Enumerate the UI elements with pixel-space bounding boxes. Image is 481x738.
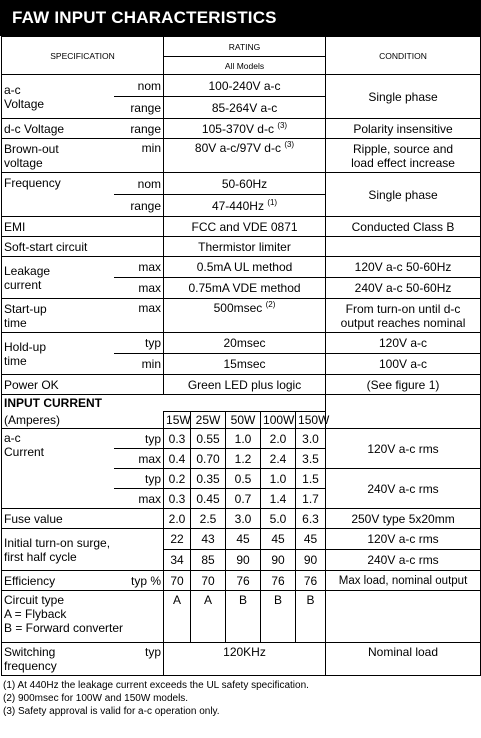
leakage-label: Leakage current [2,257,114,299]
model-150w: 150W [296,412,326,429]
efficiency-value: 76 [261,571,296,591]
circuit-type-value: B [296,591,326,643]
brownout-label: Brown-out voltage [2,139,114,173]
switching-value: 120KHz [164,643,326,676]
softstart-condition [326,237,481,257]
switching-condition: Nominal load [326,643,481,676]
frequency-nom-value: 50-60Hz [164,173,326,195]
emi-value: FCC and VDE 0871 [164,217,326,237]
surge-value-120v: 22 [164,529,191,550]
fuse-value: 5.0 [261,509,296,529]
ac-current-value: 1.4 [261,489,296,509]
footnotes [0,676,481,718]
ac-current-value: 0.4 [164,449,191,469]
powerok-condition: (See figure 1) [326,375,481,395]
ac-current-label: a-c Current [2,429,114,509]
holdup-condition-2: 100V a-c [326,354,481,375]
ac-current-value: 0.35 [191,469,226,489]
surge-value-120v: 45 [261,529,296,550]
ac-current-value: 1.2 [226,449,261,469]
ac-voltage-nom-qualifier: nom [114,75,164,97]
model-50w: 50W [226,412,261,429]
ac-current-value: 0.7 [226,489,261,509]
ac-voltage-condition: Single phase [326,75,481,119]
fuse-label: Fuse value [2,509,164,529]
footnote-1: (1) At 440Hz the leakage current exceeds the UL safety specification. [3,680,309,691]
ac-current-value: 1.5 [296,469,326,489]
emi-label: EMI [2,217,164,237]
ac-voltage-range-value: 85-264V a-c [164,97,326,119]
fuse-value: 3.0 [226,509,261,529]
ac-current-value: 0.2 [164,469,191,489]
holdup-value-2: 15msec [164,354,326,375]
ac-voltage-nom-value: 100-240V a-c [164,75,326,97]
footnote-3: (3) Safety approval is valid for a-c operation only. [3,706,220,717]
ac-current-qualifier: max [114,449,164,469]
frequency-range-value: 47-440Hz $^{(1)}$ [164,195,326,217]
ac-current-value: 0.3 [164,489,191,509]
powerok-value: Green LED plus logic [164,375,326,395]
surge-value-240v: 85 [191,550,226,571]
brownout-qualifier: min [114,139,164,173]
input-current-heading-condition [326,395,481,412]
holdup-condition-1: 120V a-c [326,333,481,354]
surge-value-240v: 34 [164,550,191,571]
frequency-nom-qualifier: nom [114,173,164,195]
ac-current-qualifier: typ [114,469,164,489]
input-current-subheading-condition [326,412,481,429]
ac-current-value: 3.5 [296,449,326,469]
ac-current-value: 0.70 [191,449,226,469]
ac-current-condition-240v: 240V a-c rms [326,469,481,509]
surge-value-240v: 90 [261,550,296,571]
input-characteristics-table [1,36,481,676]
page-title: FAW INPUT CHARACTERISTICS [0,0,481,36]
softstart-label: Soft-start circuit [2,237,164,257]
efficiency-condition: Max load, nominal output [326,571,481,591]
leakage-condition-1: 120V a-c 50-60Hz [326,257,481,278]
startup-qualifier: max [114,299,164,333]
leakage-qualifier-2: max [114,278,164,299]
circuit-type-value: A [164,591,191,643]
efficiency-value: 76 [296,571,326,591]
surge-value-240v: 90 [296,550,326,571]
efficiency-value: 70 [164,571,191,591]
ac-current-value: 2.0 [261,429,296,449]
ac-current-value: 1.0 [261,469,296,489]
efficiency-value: 70 [191,571,226,591]
switching-qualifier: typ [114,643,164,676]
leakage-condition-2: 240V a-c 50-60Hz [326,278,481,299]
brownout-value: 80V a-c/97V d-c $^{(3)}$ [164,139,326,173]
input-current-heading: INPUT CURRENT [2,395,164,412]
circuit-type-value: A [191,591,226,643]
dc-voltage-condition: Polarity insensitive [326,119,481,139]
fuse-value: 2.0 [164,509,191,529]
ac-current-value: 3.0 [296,429,326,449]
model-15w: 15W [164,412,191,429]
emi-condition: Conducted Class B [326,217,481,237]
leakage-value-2: 0.75mA VDE method [164,278,326,299]
frequency-range-qualifier: range [114,195,164,217]
surge-value-120v: 45 [226,529,261,550]
surge-condition-240v: 240V a-c rms [326,550,481,571]
fuse-condition: 250V type 5x20mm [326,509,481,529]
fuse-value: 2.5 [191,509,226,529]
holdup-label: Hold-up time [2,333,114,375]
holdup-qualifier-2: min [114,354,164,375]
input-current-heading-spacer [164,395,326,412]
surge-condition-120v: 120V a-c rms [326,529,481,550]
surge-value-120v: 43 [191,529,226,550]
circuit-type-label: Circuit type A = Flyback B = Forward converter [2,591,164,643]
ac-current-value: 1.7 [296,489,326,509]
startup-value: 500msec $^{(2)}$ [164,299,326,333]
dc-voltage-qualifier: range [114,119,164,139]
frequency-condition: Single phase [326,173,481,217]
ac-current-condition-120v: 120V a-c rms [326,429,481,469]
ac-current-qualifier: max [114,489,164,509]
dc-voltage-value: 105-370V d-c $^{(3)}$ [164,119,326,139]
holdup-qualifier-1: typ [114,333,164,354]
ac-current-value: 0.45 [191,489,226,509]
holdup-value-1: 20msec [164,333,326,354]
surge-label: Initial turn-on surge, first half cycle [2,529,164,571]
circuit-type-value: B [261,591,296,643]
ac-current-value: 0.5 [226,469,261,489]
leakage-qualifier-1: max [114,257,164,278]
model-100w: 100W [261,412,296,429]
startup-condition: From turn-on until d-c output reaches nominal [326,299,481,333]
surge-value-240v: 90 [226,550,261,571]
footnote-2: (2) 900msec for 100W and 150W models. [3,693,189,704]
input-current-subheading: (Amperes) [2,412,164,429]
specification-header: SPECIFICATION [2,37,164,75]
ac-current-value: 1.0 [226,429,261,449]
switching-label: Switching frequency [2,643,114,676]
softstart-value: Thermistor limiter [164,237,326,257]
ac-current-value: 0.55 [191,429,226,449]
ac-current-value: 0.3 [164,429,191,449]
surge-value-120v: 45 [296,529,326,550]
condition-header: CONDITION [326,37,481,75]
rating-header: RATING [164,37,326,57]
ac-current-qualifier: typ [114,429,164,449]
circuit-type-condition [326,591,481,643]
leakage-value-1: 0.5mA UL method [164,257,326,278]
powerok-label: Power OK [2,375,164,395]
fuse-value: 6.3 [296,509,326,529]
ac-current-value: 2.4 [261,449,296,469]
brownout-condition: Ripple, source and load effect increase [326,139,481,173]
ac-voltage-label: a-c Voltage [2,75,114,119]
frequency-label: Frequency [2,173,114,217]
dc-voltage-label: d-c Voltage [2,119,114,139]
startup-label: Start-up time [2,299,114,333]
efficiency-qualifier: typ % [114,571,164,591]
ac-voltage-range-qualifier: range [114,97,164,119]
circuit-type-value: B [226,591,261,643]
all-models-header: All Models [164,57,326,75]
efficiency-value: 76 [226,571,261,591]
model-25w: 25W [191,412,226,429]
efficiency-label: Efficiency [2,571,114,591]
